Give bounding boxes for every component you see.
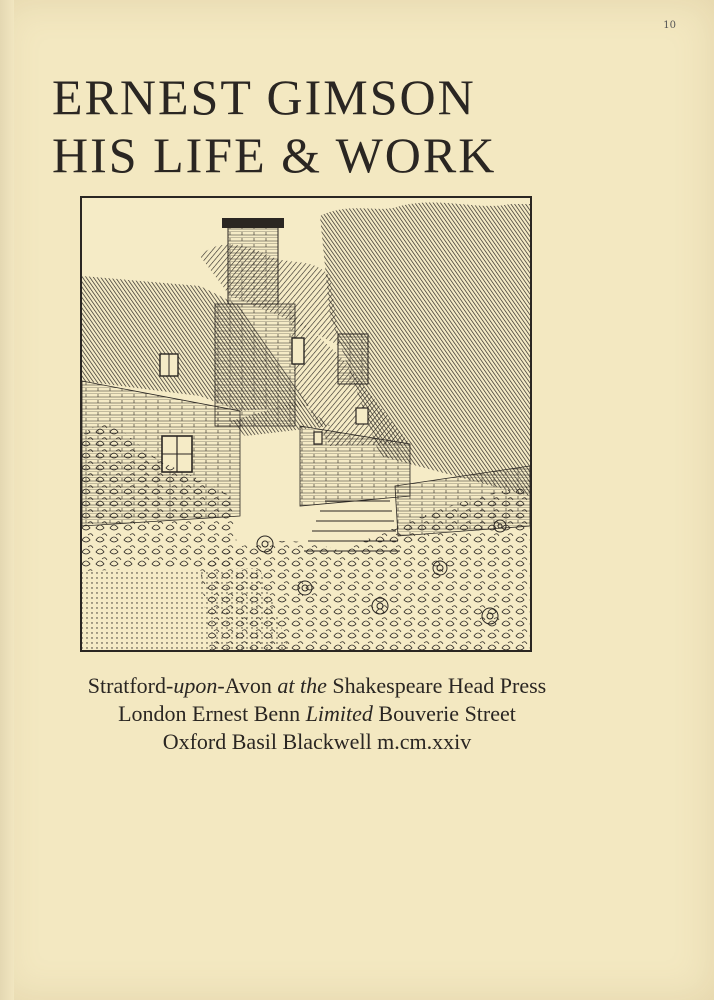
book-title [52, 68, 572, 184]
title-line-2: HIS LIFE & WORK [52, 127, 497, 183]
imprint-line-1: Stratford-upon-Avon at the Shakespeare Head Press [87, 673, 547, 698]
imprint-line-3: Oxford Basil Blackwell m.cm.xxiv [162, 729, 472, 754]
page-gutter [0, 0, 14, 1000]
imprint-block [30, 672, 604, 756]
title-line-1: ERNEST GIMSON [52, 69, 476, 125]
imprint-line-2: London Ernest Benn Limited Bouverie Street [118, 701, 516, 726]
page-number: 10 [663, 20, 676, 31]
engraved-cottage-illustration [80, 196, 532, 652]
